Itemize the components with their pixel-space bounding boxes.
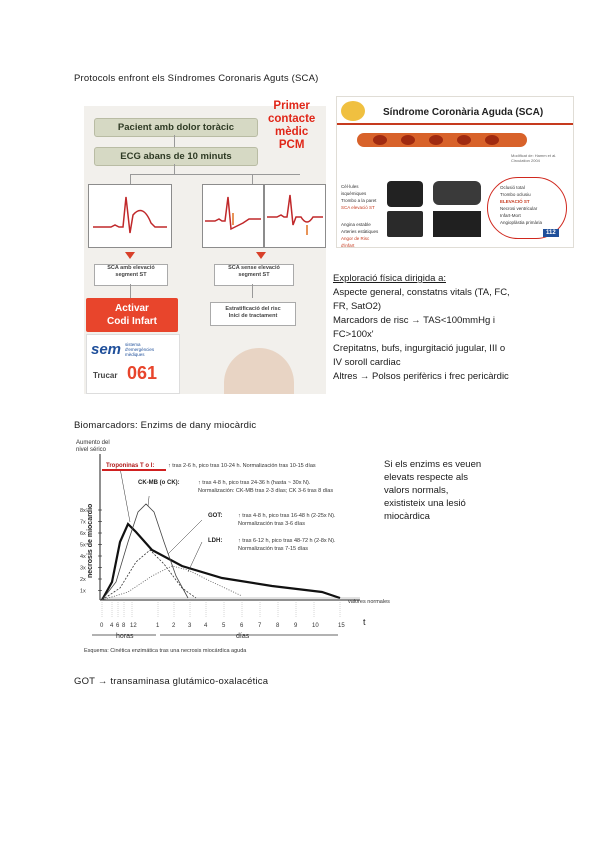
y-tick-label: 2x: [80, 577, 86, 583]
estratif-box: [210, 302, 296, 326]
ylabel-top-2: nivel sérico: [76, 447, 107, 453]
right-note-4: Necrosi ventricular: [500, 206, 538, 211]
sem-card: [86, 334, 180, 394]
x-tick-label: 5: [222, 623, 226, 629]
exploracio-line: Aspecte general, constatns vitals (TA, FC,: [333, 287, 510, 298]
ecg-st-elevation-panel: [88, 184, 172, 248]
biomarcadors-title: Biomarcadors: Enzims de dany miocàrdic: [74, 420, 257, 431]
x-tick-label: 4: [110, 623, 114, 629]
y-tick-label: 7x: [80, 519, 86, 526]
vessel-image-2: [387, 211, 423, 237]
left-note-2: Trombo a la paret: [341, 198, 377, 203]
sca-card-title: Síndrome Coronària Aguda (SCA): [383, 107, 544, 118]
ann-troponin-name: Troponinas T o I:: [106, 463, 155, 469]
trucar-label: Trucar: [93, 371, 118, 380]
vessel-image-3: [433, 181, 481, 205]
ann-ckmb-name: CK-MB (o CK):: [138, 480, 180, 486]
x-tick-label: 3: [188, 623, 192, 629]
x-tick-label: 10: [312, 623, 319, 629]
pcm-line2: contacte: [268, 113, 316, 125]
ann-got-name: GOT:: [208, 513, 223, 519]
trucar-number: 061: [127, 363, 158, 383]
ann-got-text: ↑ tras 4-8 h, pico tras 16-48 h (2-25x N).: [238, 513, 336, 519]
left-note-4: Angina estable: [341, 222, 371, 227]
sca-no-st-box: [214, 264, 294, 286]
sca-no-st-line1: SCA sense elevació: [228, 265, 280, 271]
exploracio-title: Exploració física dirigida a:: [333, 273, 446, 284]
y-tick-label: 4x: [80, 554, 86, 560]
x-group-horas: horas: [116, 633, 134, 640]
ylabel-side: necrosis de miocardio: [87, 503, 94, 578]
x-tick-label: 15: [338, 623, 345, 629]
activar-codi-infart: [86, 298, 178, 332]
activar-line1: Activar: [115, 303, 149, 314]
right-note-2: Trombo oclusiu: [500, 192, 531, 197]
side-note-line: elevats respecte als: [384, 472, 468, 483]
reference-label: valores normales: [348, 599, 390, 605]
sca-card-caption: Modificat de: Hamm et al. Circulation 2004: [511, 153, 557, 163]
left-note-6: Angor de Risc d'infart: [341, 236, 370, 248]
ecg-t-inversion-panel: [264, 184, 326, 248]
right-note-3: ELEVACIÓ ST: [500, 199, 530, 204]
chart-caption: Esquema: Cinética enzimática tras una necrosis miocárdica aguda: [84, 648, 247, 654]
x-tick-label: 4: [204, 623, 208, 629]
sem-logo: sem: [91, 341, 122, 358]
vessel-image-4: [433, 211, 481, 237]
side-note-line: Si els enzims es veuen: [384, 459, 482, 470]
y-tick-label: 5x: [80, 542, 86, 549]
sca-no-st-line2: segment ST: [238, 272, 270, 278]
x-tick-label: 1: [156, 623, 160, 629]
enzyme-kinetics-chart: [72, 432, 412, 658]
x-axis-end: t: [363, 617, 366, 627]
x-group-dias: días: [236, 633, 250, 640]
ann-got-text2: Normalización tras 3-6 días: [238, 521, 305, 527]
right-note-5: Infart-Mort: [500, 213, 521, 218]
y-tick-label: 3x: [80, 565, 86, 572]
left-note-5: Arteries estàtiques: [341, 229, 379, 234]
x-tick-label: 0: [100, 623, 104, 629]
ecg-st-depression-panel: [202, 184, 264, 248]
left-note-1: Cèl·lules isquèmiques: [341, 184, 367, 196]
right-note-1: Oclusió total: [500, 185, 525, 190]
right-note-6: Angioplàstia primària: [500, 220, 543, 225]
ann-ldh-name: LDH:: [208, 538, 223, 544]
patient-illustration: [224, 348, 294, 394]
sca-st-up-line2: segment ST: [115, 272, 147, 278]
side-note-line: valors normals,: [384, 485, 449, 496]
exploracio-line: Crepitatns, bufs, ingurgitació jugular, III o: [333, 343, 506, 354]
ann-ckmb-text: ↑ tras 4-8 h, pico tras 24-36 h (hasta ~ 30x N).: [198, 480, 311, 486]
x-tick-label: 8: [276, 623, 280, 629]
pcm-line4: PCM: [278, 139, 305, 151]
x-tick-label: 7: [258, 623, 262, 629]
side-note-line: miocàrdica: [384, 511, 430, 522]
ann-troponin-text: ↑ tras 2-6 h, pico tras 10-24 h. Normalización tras 10-15 días: [168, 463, 316, 469]
exploracio-line: FC>100x': [333, 329, 374, 340]
page-title: Protocols enfront els Síndromes Coronaris Aguts (SCA): [74, 73, 319, 84]
sem-sub-3: mèdiques: [125, 352, 145, 357]
ldh-curve: [102, 566, 242, 600]
sca-diagram-card: [336, 96, 574, 248]
ann-ckmb-text2: Normalización: CK-MB tras 2-3 días; CK 3-6 tras 8 días: [198, 488, 334, 494]
x-tick-label: 6: [240, 623, 244, 629]
x-tick-label: 2: [172, 623, 176, 629]
ann-ldh-text2: Normalización tras 7-15 días: [238, 546, 309, 552]
side-note-line: exististeix una lesió: [384, 498, 466, 509]
x-tick-label: 6: [116, 623, 120, 629]
pcm-line3: mèdic: [275, 126, 309, 138]
y-tick-label: 8x: [80, 508, 86, 514]
x-tick-label: 9: [294, 623, 298, 629]
ann-ldh-text: ↑ tras 6-12 h, pico tras 48-72 h (2-8x N).: [238, 538, 336, 544]
pcm-label: [268, 100, 315, 152]
sca-st-up-line1: SCA amb elevació: [107, 265, 155, 271]
x-tick-label: 8: [122, 623, 126, 629]
sem-subtitle: [125, 342, 154, 357]
sca-st-up-box: [94, 264, 168, 286]
exploracio-line: Altres → Polsos perifèrics i frec pericàrdic: [333, 371, 509, 382]
pcm-line1: Primer: [273, 100, 310, 112]
y-tick-label: 1x: [80, 588, 86, 595]
sem-sub-1: sistema: [125, 342, 141, 347]
ckmb-curve: [102, 504, 188, 600]
sca-left-notes: [341, 183, 383, 249]
activar-line2: Codi Infart: [107, 316, 157, 327]
emergency-badge: 112: [543, 229, 559, 237]
heart-icon: [341, 101, 365, 121]
y-tick-label: 6x: [80, 531, 86, 537]
exploracio-line: FR, SatO2): [333, 301, 382, 312]
vessel-image-1: [387, 181, 423, 207]
estratif-line1: Estratificació del risc: [225, 306, 281, 312]
ylabel-top-1: Aumento del: [76, 440, 110, 446]
sem-sub-2: d'emergències: [125, 347, 155, 352]
x-tick-label: 12: [130, 623, 137, 629]
flow-patient-box: Pacient amb dolor toràcic: [94, 118, 258, 137]
exploracio-line: Marcadors de risc → TAS<100mmHg i: [333, 315, 495, 326]
exploracio-line: IV soroll cardiac: [333, 357, 401, 368]
exploracio-section: [333, 272, 510, 384]
side-note: [384, 458, 534, 523]
got-definition: GOT → transaminasa glutámico-oxalacética: [74, 676, 269, 687]
estratif-line2: Inici de tractament: [228, 313, 278, 319]
flow-ecg-box: ECG abans de 10 minuts: [94, 147, 258, 166]
left-note-3: SCA elevació ST: [341, 205, 375, 210]
